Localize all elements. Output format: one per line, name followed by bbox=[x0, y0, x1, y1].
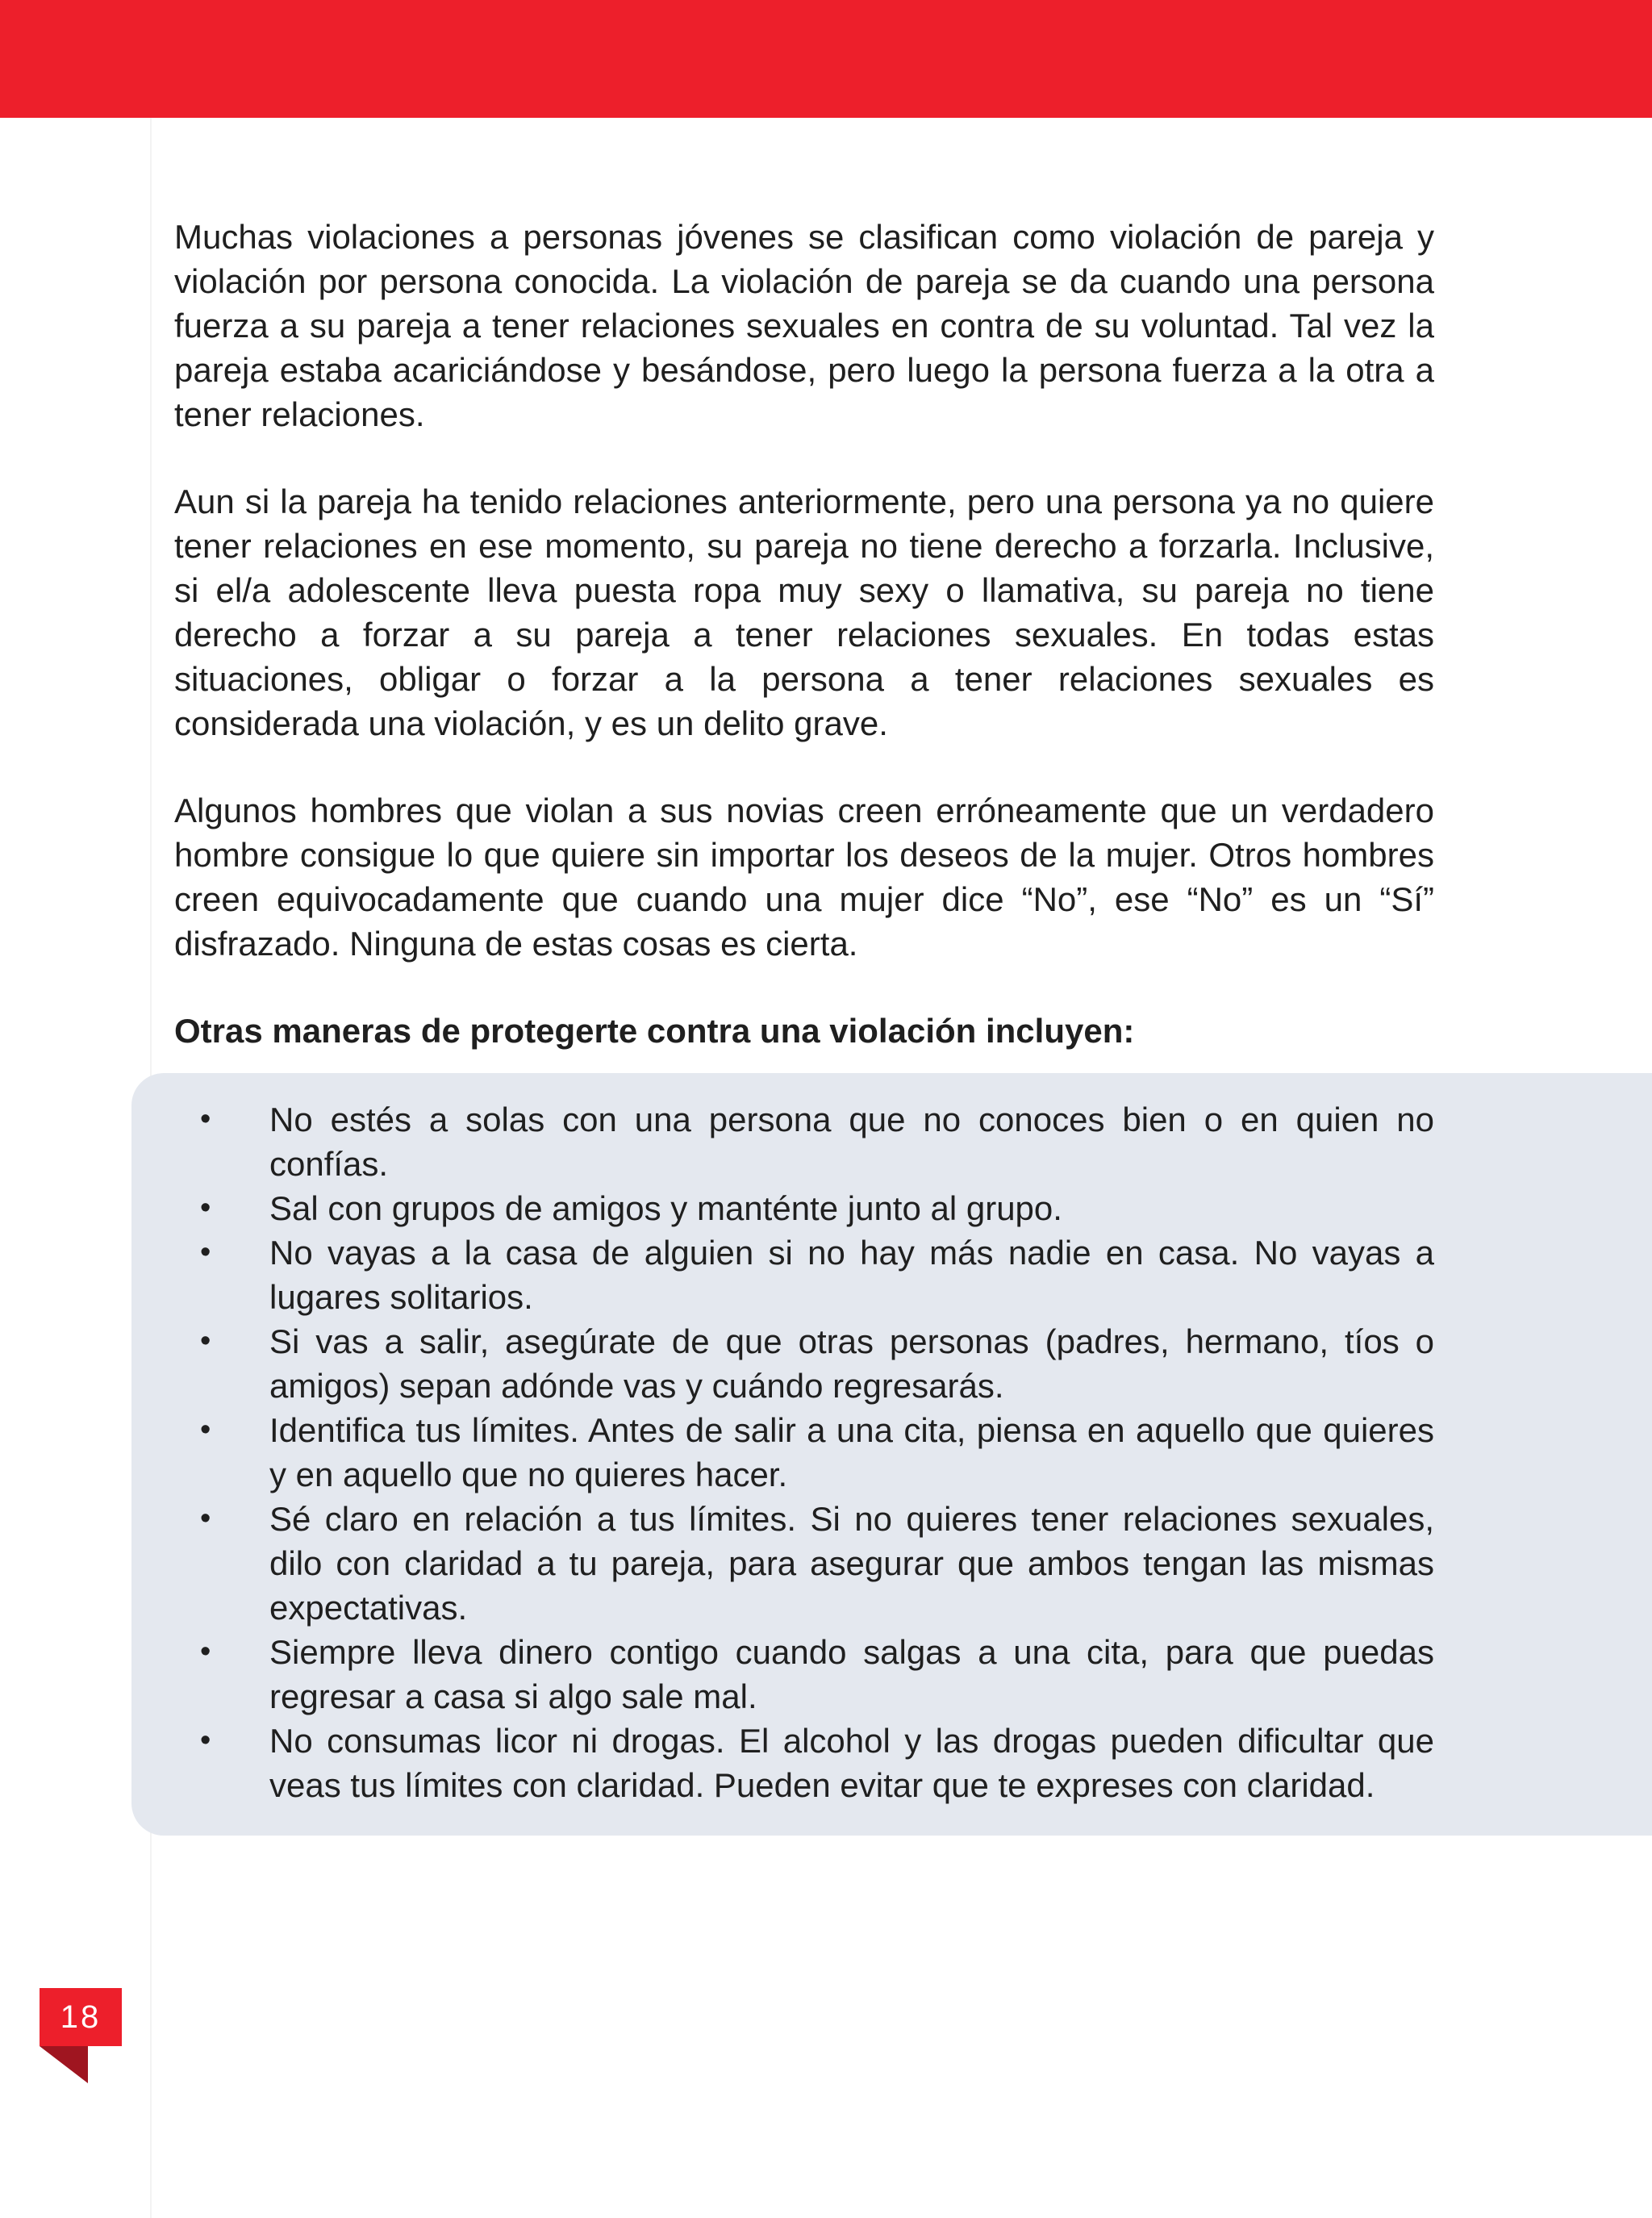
page-tab-fold bbox=[40, 2046, 88, 2083]
bullet-icon: • bbox=[200, 1324, 211, 1358]
list-item bbox=[174, 1497, 1434, 1630]
main-text bbox=[174, 215, 1434, 1053]
bullet-icon: • bbox=[200, 1191, 211, 1225]
list-item bbox=[174, 1097, 1434, 1186]
list-item bbox=[174, 1719, 1434, 1807]
page-number: 18 bbox=[60, 1999, 102, 2035]
section-heading: Otras maneras de protegerte contra una violación incluyen: bbox=[174, 1012, 1135, 1050]
top-red-banner bbox=[0, 0, 1652, 118]
paragraph-3: Algunos hombres que violan a sus novias creen erróneamente que un verdadero hombre consigue lo que quiere sin importar los deseos de la mujer. Otros hombres creen equivocadamente que cuando una mujer dice “No”, ese “No” es un “Sí” disfrazado. Ninguna de estas cosas es cierta. bbox=[174, 792, 1434, 963]
list-item-text: Sé claro en relación a tus límites. Si no quieres tener relaciones sexuales, dilo con claridad a tu pareja, para asegurar que ambos tengan las mismas expectativas. bbox=[269, 1500, 1434, 1627]
bullet-icon: • bbox=[200, 1235, 211, 1269]
list-item-text: Identifica tus límites. Antes de salir a una cita, piensa en aquello que quieres y en aquello que no quieres hacer. bbox=[269, 1411, 1434, 1493]
list-item-text: No consumas licor ni drogas. El alcohol y las drogas pueden dificultar que veas tus límites con claridad. Pueden evitar que te expreses con claridad. bbox=[269, 1722, 1434, 1804]
list-item-text: No estés a solas con una persona que no conoces bien o en quien no confías. bbox=[269, 1101, 1434, 1183]
list-item-text: Sal con grupos de amigos y manténte junto al grupo. bbox=[269, 1189, 1062, 1227]
bullet-icon: • bbox=[200, 1723, 211, 1757]
tips-list bbox=[174, 1097, 1434, 1807]
list-item bbox=[174, 1186, 1434, 1230]
page-number-tab bbox=[40, 1988, 122, 2046]
bullet-icon: • bbox=[200, 1502, 211, 1535]
list-item bbox=[174, 1408, 1434, 1497]
list-item-text: Si vas a salir, asegúrate de que otras personas (padres, hermano, tíos o amigos) sepan adónde vas y cuándo regresarás. bbox=[269, 1322, 1434, 1405]
paragraph-2: Aun si la pareja ha tenido relaciones anteriormente, pero una persona ya no quiere tener relaciones en ese momento, su pareja no tiene derecho a forzarla. Inclusive, si el/a adolescente lleva puesta ropa muy sexy o llamativa, su pareja no tiene derecho a forzar a su pareja a tener relaciones sexuales. En todas estas situaciones, obligar o forzar a la persona a tener relaciones sexuales es considerada una violación, y es un delito grave. bbox=[174, 482, 1434, 742]
bullet-icon: • bbox=[200, 1635, 211, 1669]
paragraph-1: Muchas violaciones a personas jóvenes se clasifican como violación de pareja y violación por persona conocida. La violación de pareja se da cuando una persona fuerza a su pareja a tener relaciones sexuales en contra de su voluntad. Tal vez la pareja estaba acariciándose y besándose, pero luego la persona fuerza a la otra a tener relaciones. bbox=[174, 218, 1434, 433]
list-item bbox=[174, 1630, 1434, 1719]
bullet-icon: • bbox=[200, 1413, 211, 1447]
bullet-icon: • bbox=[200, 1102, 211, 1136]
list-item bbox=[174, 1319, 1434, 1408]
list-item-text: Siempre lleva dinero contigo cuando salgas a una cita, para que puedas regresar a casa si algo sale mal. bbox=[269, 1633, 1434, 1715]
list-item-text: No vayas a la casa de alguien si no hay más nadie en casa. No vayas a lugares solitarios. bbox=[269, 1234, 1434, 1316]
list-item bbox=[174, 1230, 1434, 1319]
